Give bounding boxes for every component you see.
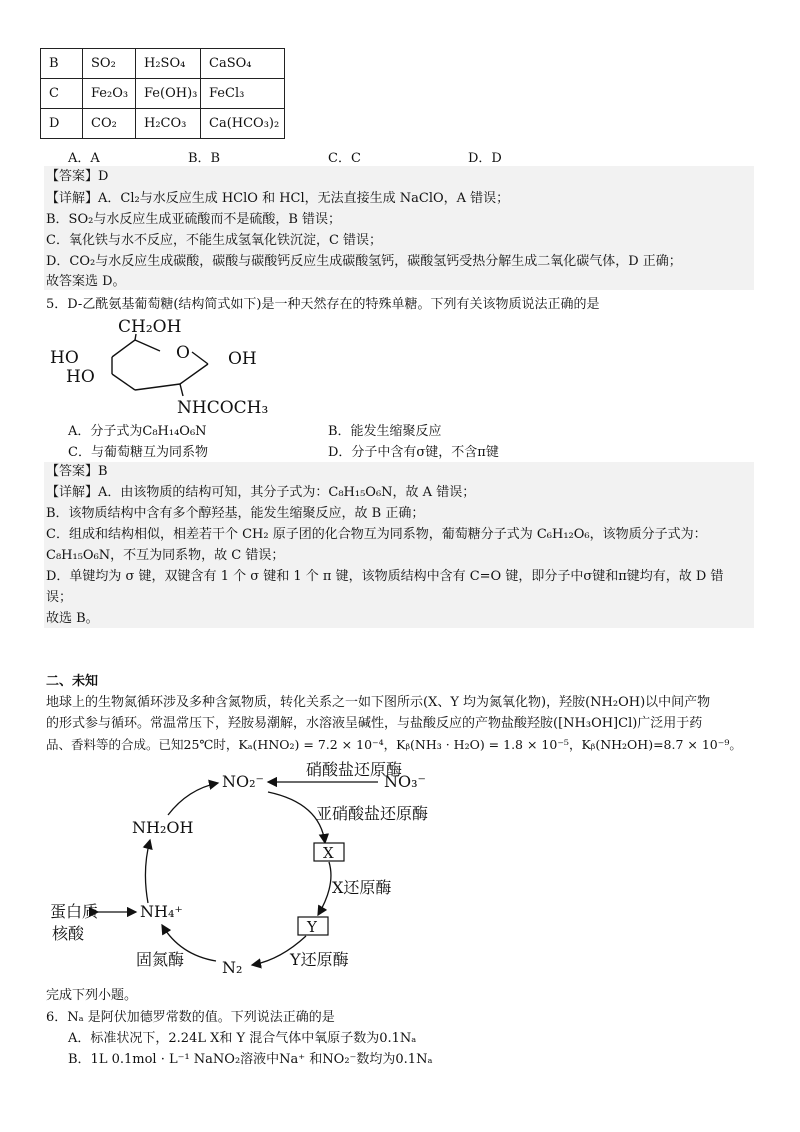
nhcoch3-label: NHCOCH₃ (177, 398, 269, 418)
fix-enzyme-label: 固氮酶 (136, 950, 185, 969)
table-cell: H₂SO₄ (136, 49, 201, 79)
q5-answer: 【答案】B (46, 464, 108, 479)
q5-explain-line: 误； (46, 590, 73, 605)
q5-explain-line: B．该物质结构中含有多个醇羟基，能发生缩聚反应，故 B 正确； (46, 506, 425, 521)
intro-line: 的形式参与循环。常温常压下，羟胺易潮解，水溶液呈碱性，与盐酸反应的产物盐酸羟胺([NH₃OH]Cl)广泛用于药 (46, 716, 703, 731)
q4-explain-line: D．CO₂与水反应生成碳酸，碳酸与碳酸钙反应生成碳酸氢钙，碳酸氢钙受热分解生成二氧化碳气体，D 正确； (46, 254, 682, 269)
n2-label: N₂ (222, 958, 243, 977)
oh-label: OH (228, 349, 257, 369)
x-label: X (323, 844, 334, 862)
no3-label: NO₃⁻ (384, 772, 426, 791)
options-table (40, 48, 285, 139)
table-cell: D (41, 109, 83, 139)
q4-explain-line: C．氧化铁与水不反应，不能生成氢氧化铁沉淀，C 错误； (46, 233, 383, 248)
q4-explain-line: 故答案选 D。 (46, 274, 126, 289)
ch2oh-label: CH₂OH (118, 317, 182, 337)
table-cell: FeCl₃ (201, 79, 285, 109)
choice-b[interactable]: B．能发生缩聚反应 (328, 424, 442, 439)
table-cell: Fe(OH)₃ (136, 79, 201, 109)
no2-label: NO₂⁻ (222, 772, 264, 791)
intro-line: 地球上的生物氮循环涉及多种含氮物质，转化关系之一如下图所示(X、Y 均为氮氧化物)，羟胺(NH₂OH)以中间产物 (46, 695, 711, 710)
nitrogen-cycle-diagram (40, 755, 480, 985)
nitrite-enzyme-label: 亚硝酸盐还原酶 (316, 804, 429, 823)
section-title: 二、未知 (46, 674, 99, 689)
table-row (41, 109, 285, 139)
table-row (41, 49, 285, 79)
nitrate-enzyme-label: 硝酸盐还原酶 (306, 760, 403, 779)
ho-upper-label: HO (50, 348, 79, 368)
y-label: Y (307, 918, 317, 936)
q5-explain-line: 故选 B。 (46, 611, 99, 626)
choice-c[interactable]: C．C (328, 151, 361, 166)
choice-c[interactable]: C．与葡萄糖互为同系物 (68, 445, 208, 460)
ring-o-label: O (176, 343, 190, 363)
q5-explain-line: 【详解】A．由该物质的结构可知，其分子式为：C₈H₁₅O₆N，故 A 错误； (46, 485, 476, 500)
q5-stem: 5．D-乙酰氨基葡萄糖(结构简式如下)是一种天然存在的特殊单糖。下列有关该物质说法正确的是 (46, 297, 600, 312)
q4-explain-line: B．SO₂与水反应生成亚硫酸而不是硫酸，B 错误； (46, 212, 342, 227)
choice-d[interactable]: D．分子中含有σ键，不含π键 (328, 445, 499, 460)
q5-explain-line: C₈H₁₅O₆N，不互为同系物，故 C 错误； (46, 548, 285, 563)
y-enzyme-label: Y还原酶 (290, 950, 349, 969)
q6-choice-b[interactable]: B．1L 0.1mol · L⁻¹ NaNO₂溶液中Na⁺ 和NO₂⁻数均为0.1Nₐ (68, 1052, 433, 1067)
table-cell: Fe₂O₃ (83, 79, 136, 109)
choice-b[interactable]: B．B (188, 151, 221, 166)
protein-label: 蛋白质 (50, 902, 99, 921)
table-cell: B (41, 49, 83, 79)
table-cell: SO₂ (83, 49, 136, 79)
glucosamine-structure (40, 312, 280, 422)
q6-stem: 6．Nₐ 是阿伏加德罗常数的值。下列说法正确的是 (46, 1010, 335, 1025)
q4-answer: 【答案】D (46, 169, 109, 184)
q6-choice-a[interactable]: A．标准状况下，2.24L X和 Y 混合气体中氧原子数为0.1Nₐ (68, 1031, 417, 1046)
table-cell: CaSO₄ (201, 49, 285, 79)
table-cell: CO₂ (83, 109, 136, 139)
nucleic-label: 核酸 (52, 924, 85, 943)
ho-lower-label: HO (66, 367, 95, 387)
choice-d[interactable]: D．D (468, 151, 502, 166)
table-cell: C (41, 79, 83, 109)
q4-explain-line: 【详解】A．Cl₂与水反应生成 HClO 和 HCl，无法直接生成 NaClO，A 错误； (46, 191, 510, 206)
table-row (41, 79, 285, 109)
intro-line: 品、香料等的合成。已知25℃时，Kₐ(HNO₂) = 7.2 × 10⁻⁴，Kᵦ(NH₃ · H₂O) = 1.8 × 10⁻⁵，Kᵦ(NH₂OH)=8.7 × 10⁻⁹。 (46, 737, 742, 752)
choice-a[interactable]: A．分子式为C₈H₁₄O₆N (68, 424, 207, 439)
q5-explain-line: D．单键均为 σ 键，双键含有 1 个 σ 键和 1 个 π 键，该物质结构中含有 C=O 键，即分子中σ键和π键均有，故 D 错 (46, 569, 724, 584)
table-cell: Ca(HCO₃)₂ (201, 109, 285, 139)
nh2oh-label: NH₂OH (132, 818, 194, 837)
choice-a[interactable]: A．A (68, 151, 100, 166)
complete-text: 完成下列小题。 (46, 988, 138, 1003)
q5-explain-line: C．组成和结构相似，相差若干个 CH₂ 原子团的化合物互为同系物，葡萄糖分子式为 C₆H₁₂O₆，该物质分子式为： (46, 527, 707, 542)
nh4-label: NH₄⁺ (140, 902, 183, 921)
table-cell: H₂CO₃ (136, 109, 201, 139)
x-enzyme-label: X还原酶 (332, 878, 392, 897)
